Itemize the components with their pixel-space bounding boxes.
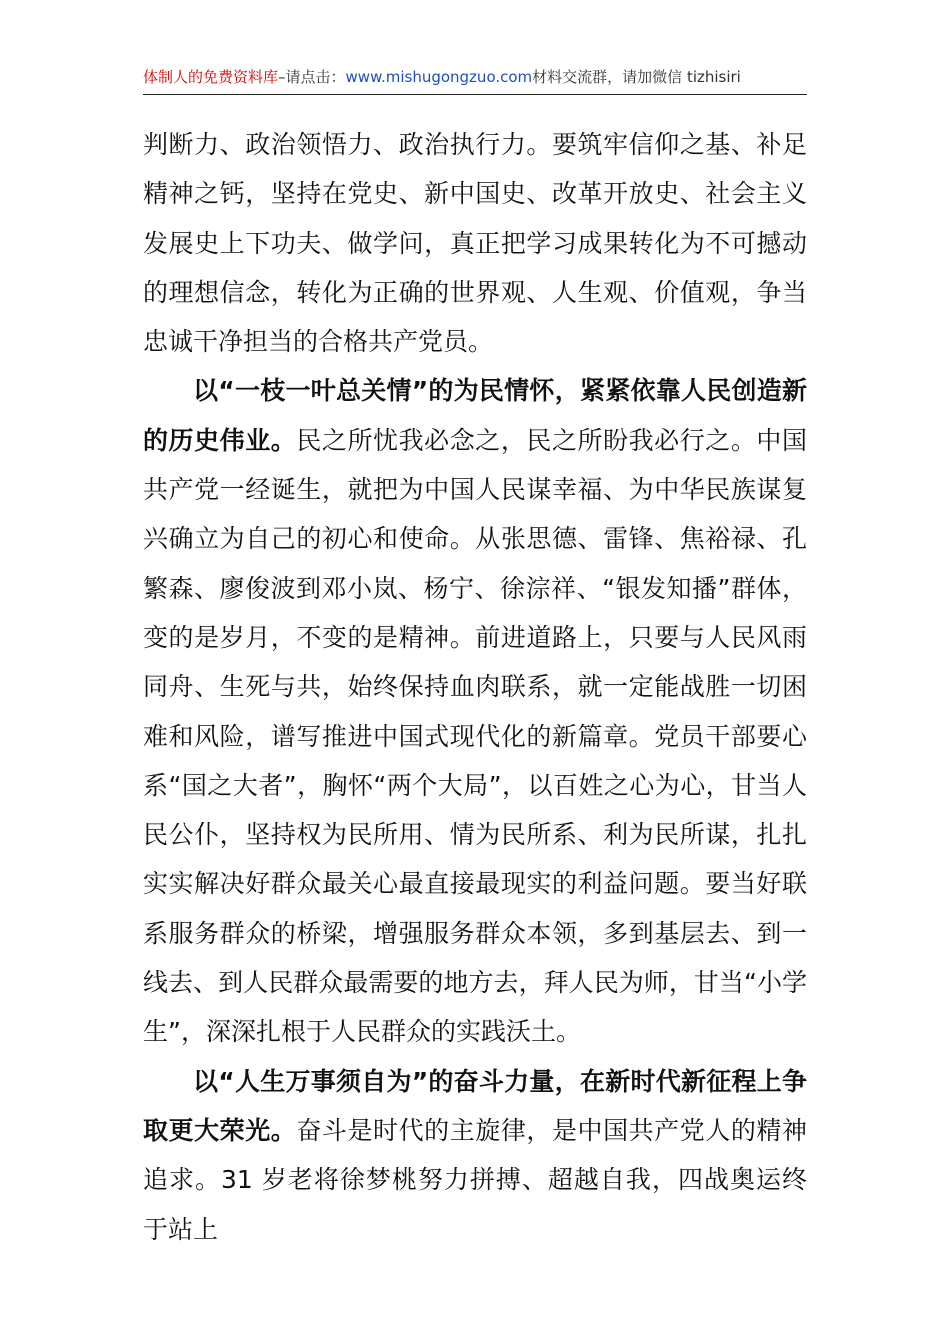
paragraph-2 <box>143 366 807 1056</box>
header-link[interactable]: www.mishugongzuo.com <box>345 68 533 86</box>
paragraph-2-heading: 以“一枝一叶总关情”的为民情怀，紧紧依靠人民创造新的历史伟业。 <box>143 376 807 455</box>
header-brand: 体制人的免费资料库 <box>143 68 279 86</box>
paragraph-3 <box>143 1057 807 1254</box>
header-prompt: –请点击： <box>278 68 346 86</box>
paragraph-2-text: 民之所忧我必念之，民之所盼我必行之。中国共产党一经诞生，就把为中国人民谋幸福、为中华民族谋复兴确立为自己的初心和使命。从张思德、雷锋、焦裕禄、孔繁森、廖俊波到邓小岚、杨宁、徐淙祥、“银发知播”群体，变的是岁月，不变的是精神。前进道路上，只要与人民风雨同舟、生死与共，始终保持血肉联系，就一定能战胜一切困难和风险，谱写推进中国式现代化的新篇章。党员干部要心系“国之大者”，胸怀“两个大局”，以百姓之心为心，甘当人民公仆，坚持权为民所用、情为民所系、利为民所谋，扎扎实实解决好群众最关心最直接最现实的利益问题。要当好联系服务群众的桥梁，增强服务群众本领，多到基层去、到一线去、到人民群众最需要的地方去，拜人民为师，甘当“小学生”，深深扎根于人民群众的实践沃土。 <box>143 425 807 1047</box>
paragraph-1 <box>143 120 807 366</box>
paragraph-1-text: 判断力、政治领悟力、政治执行力。要筑牢信仰之基、补足精神之钙，坚持在党史、新中国史、改革开放史、社会主义发展史上下功夫、做学问，真正把学习成果转化为不可撼动的理想信念，转化为正确的世界观、人生观、价值观，争当忠诚干净担当的合格共产党员。 <box>143 130 807 357</box>
header-contact: 材料交流群，请加微信 tizhisiri <box>532 68 741 86</box>
page-header <box>143 66 807 95</box>
paragraph-3-text: 奋斗是时代的主旋律，是中国共产党人的精神追求。31 岁老将徐梦桃努力拼搏、超越自我，四战奥运终于站上 <box>143 1115 807 1244</box>
document-body <box>143 120 807 1254</box>
paragraph-3-heading: 以“人生万事须自为”的奋斗力量，在新时代新征程上争取更大荣光。 <box>143 1066 807 1145</box>
